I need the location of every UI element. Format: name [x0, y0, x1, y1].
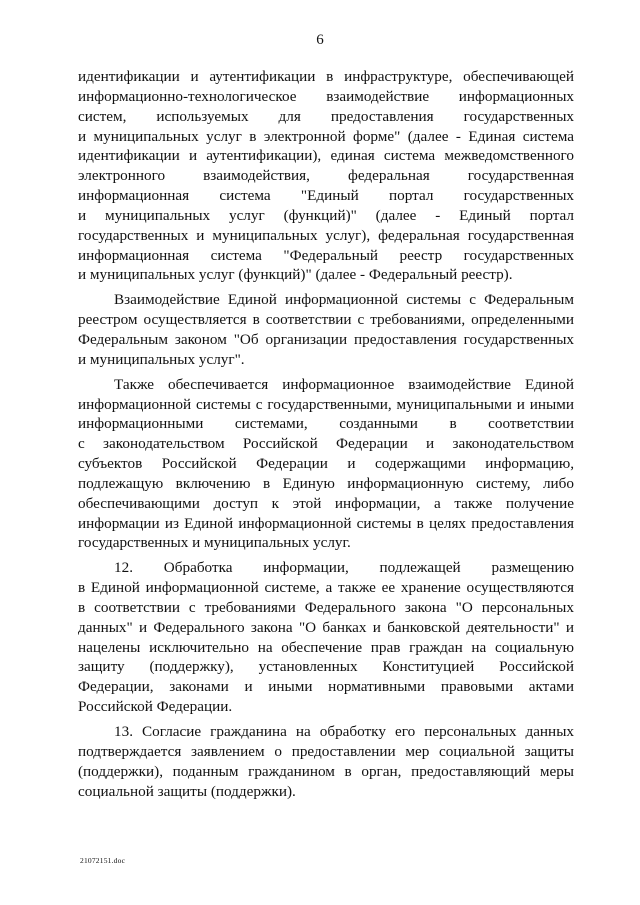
text-line: государственных и муниципальных услуг. — [78, 534, 351, 552]
text-line: идентификации и аутентификации), единая система межведомственного — [78, 147, 574, 165]
text-line: с законодательством Российской Федерации и законодательством — [78, 435, 574, 453]
text-line: Российской Федерации. — [78, 698, 233, 716]
paragraph — [78, 375, 574, 554]
text-line: в Единой информационной системе, а также ее хранение осуществляются — [78, 579, 574, 597]
text-line: данных" и Федерального закона "О банках и банковской деятельности" и — [78, 618, 574, 636]
text-line: (поддержки), поданным гражданином в орган, предоставляющий меры — [78, 762, 574, 780]
text-line: систем, используемых для предоставления государственных — [78, 107, 574, 125]
paragraph — [78, 722, 574, 801]
text-line: Федерации, законами и иными нормативными правовыми актами — [78, 678, 574, 696]
file-name-footer: 21072151.doc — [80, 856, 126, 865]
text-line: реестром осуществляется в соответствии с требованиями, определенными — [78, 311, 574, 329]
text-line: защиту (поддержку), установленных Конституцией Российской — [78, 658, 574, 676]
text-line: Федеральным законом "Об организации предоставления государственных — [78, 330, 574, 348]
text-line: государственных и муниципальных услуг), федеральная государственная — [78, 226, 574, 244]
text-line: подлежащую включению в Единую информационную систему, либо — [78, 474, 574, 492]
text-line: социальной защиты (поддержки). — [78, 782, 296, 800]
paragraph — [78, 558, 574, 717]
text-line: Также обеспечивается информационное взаимодействие Единой — [114, 375, 574, 393]
text-line: в соответствии с требованиями Федерального закона "О персональных — [78, 598, 574, 616]
text-line: информационными системами, созданными в соответствии — [78, 415, 574, 433]
text-line: и муниципальных услуг". — [78, 350, 245, 368]
text-line: обеспечивающими доступ к этой информации, а также получение — [78, 494, 574, 512]
text-line: и муниципальных услуг (функций)" (далее - Единый портал — [78, 206, 574, 224]
text-line: 12. Обработка информации, подлежащей размещению — [114, 559, 574, 577]
text-line: и муниципальных услуг (функций)" (далее - Федеральный реестр). — [78, 266, 513, 284]
text-line: информации из Единой информационной системы в целях предоставления — [78, 514, 574, 532]
text-line: и муниципальных услуг в электронной форме" (далее - Единая система — [78, 127, 574, 145]
text-line: электронного взаимодействия, федеральная государственная — [78, 167, 574, 185]
text-line: информационная система "Федеральный реестр государственных — [78, 246, 574, 264]
text-line: Взаимодействие Единой информационной системы с Федеральным — [114, 291, 574, 309]
paragraph — [78, 67, 574, 285]
text-line: нацелены исключительно на обеспечение прав граждан на социальную — [78, 638, 574, 656]
text-line: информационно-технологическое взаимодействие информационных — [78, 87, 574, 105]
document-body — [78, 67, 574, 801]
text-line: информационная система "Единый портал государственных — [78, 187, 574, 205]
text-line: 13. Согласие гражданина на обработку его персональных данных — [114, 723, 574, 740]
text-line: информационной системы с государственными, муниципальными и иными — [78, 395, 574, 413]
paragraph — [78, 290, 574, 369]
text-line: идентификации и аутентификации в инфраструктуре, обеспечивающей — [78, 68, 574, 85]
page-number: 6 — [316, 32, 324, 48]
text-line: субъектов Российской Федерации и содержащими информацию, — [78, 455, 574, 473]
text-line: подтверждается заявлением о предоставлении мер социальной защиты — [78, 742, 574, 760]
